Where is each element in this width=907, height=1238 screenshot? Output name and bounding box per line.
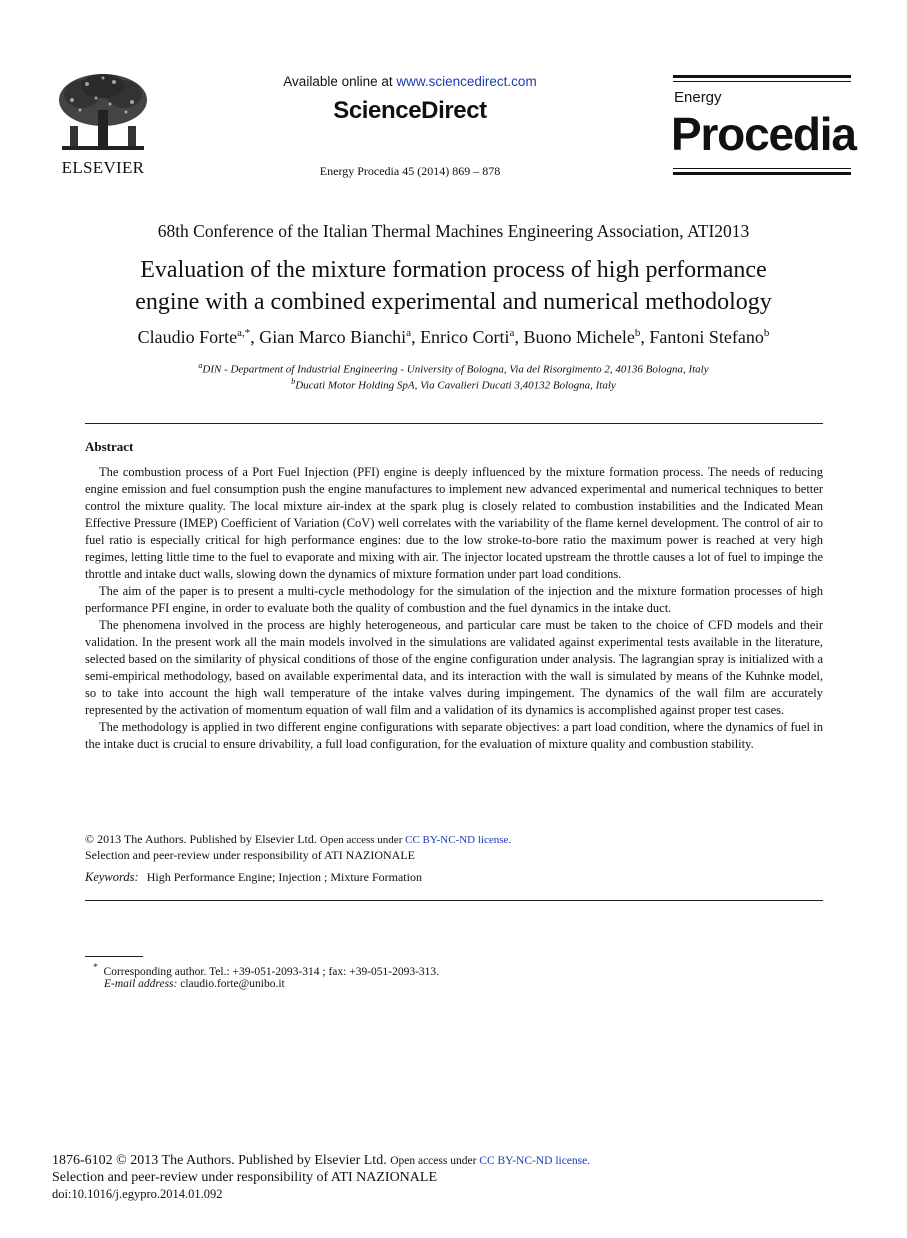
journal-logo-rule — [673, 75, 851, 78]
peer-review-statement: Selection and peer-review under responsibility of ATI NAZIONALE — [85, 848, 415, 862]
footnote-rule — [85, 956, 143, 957]
author: Fantoni Stefano$^b$ — [649, 327, 770, 347]
doi[interactable]: doi:10.1016/j.egypro.2014.01.092 — [52, 1187, 223, 1201]
author: Claudio Forte$^{a,*}$, — [137, 327, 260, 347]
open-access-text: Open access under — [319, 834, 406, 846]
abstract-paragraph: The aim of the paper is to present a multi-cycle methodology for the simulation of the injection and the mixture formation processes of high performance PFI engine, in order to evaluate both the quality of combustion and the fuel dynamics in the intake duct. — [85, 584, 823, 615]
email-address[interactable]: claudio.forte@unibo.it — [180, 978, 285, 990]
journal-logo-rule — [673, 81, 851, 82]
divider — [85, 900, 823, 901]
conference-name: 68th Conference of the Italian Thermal Machines Engineering Association, ATI2013 — [157, 221, 750, 241]
keywords-label: Keywords: — [85, 870, 139, 884]
abstract-paragraph: The methodology is applied in two different engine configurations with separate objectives: a part load condition, where the dynamics of fuel in the intake duct is crucial to ensure drivability, a full load configuration, for the evaluation of mixture quality and combustion stability. — [85, 720, 823, 751]
title-line: engine with a combined experimental and numerical methodology — [135, 289, 772, 315]
divider — [85, 423, 823, 424]
journal-reference: Energy Procedia 45 (2014) 869 – 878 — [319, 164, 501, 178]
affiliation: $^a$DIN - Department of Industrial Engineering - University of Bologna, Via del Risorgimento 2, 40136 Bologna, Italy — [198, 361, 709, 376]
footnote-marker: * — [93, 962, 98, 973]
affiliation: $^b$Ducati Motor Holding SpA, Via Cavalieri Ducati 3,40132 Bologna, Italy — [291, 377, 616, 392]
abstract-paragraph: The combustion process of a Port Fuel Injection (PFI) engine is deeply influenced by the mixture formation process. The needs of reducing engine emission and fuel consumption push the engine manufactures to implement new advanced experimental and numerical techniques to better control the mixture quality. The local mixture air-index at the spark plug is closely related to combustion instabilities and the Indicated Mean Effective Pressure (IMEP) Coefficient of Variation (CoV) well correlates with the variability of the flame kernel development. The control of air to fuel ratio is especially critical for high performance engines: due to the low stroke-to-bore ratio the maximum power is reached at very high regimes, letting little time to the fuel to evaporate and mixing with air. The injector located upstream the throttle causes a lot of fuel to impinge the throttle and intake duct walls, slowing down the dynamics of mixture formation under part load conditions. — [85, 465, 823, 581]
email-label: E-mail address: — [104, 978, 178, 990]
abstract-paragraph: The phenomena involved in the process are highly heterogeneous, and particular care must be taken to the choice of CFD models and their validation. In the present work all the main models involved in the simulations are validated against experimental tests available in the literature, selected based on the similarity of physical conditions of those of the engine configuration under analysis. The lagrangian spray is initialized with a semi-empirical methodology, based on available experimental data, and its interaction with the wall is simulated by means of the Kuhnke model, so to take into account the high wall temperature of the intake valves during impingement. The dynamics of the wall film are accurately represented by the activation of momentum equation of wall film and a validation of its dynamics is accomplished against proper test cases. — [85, 618, 823, 717]
keywords — [85, 870, 422, 885]
abstract-body — [85, 464, 823, 753]
email-note — [104, 978, 285, 990]
author-list — [40, 327, 867, 348]
paper-title — [60, 254, 847, 318]
journal-logo-energy: Energy — [674, 89, 722, 106]
author: Gian Marco Bianchi$^a$, — [259, 327, 421, 347]
available-online — [260, 74, 560, 89]
copyright-text: © 2013 The Authors. Published by Elsevier Ltd. — [85, 832, 317, 846]
license-link[interactable]: CC BY-NC-ND license. — [479, 1155, 591, 1167]
sciencedirect-logo: ScienceDirect — [333, 97, 487, 124]
sciencedirect-link[interactable]: www.sciencedirect.com — [396, 74, 537, 89]
elsevier-logo — [52, 70, 154, 180]
open-access-text: Open access under — [390, 1155, 480, 1167]
elsevier-tree-icon — [52, 70, 154, 156]
copyright-line — [85, 832, 511, 847]
keywords-list: High Performance Engine; Injection ; Mixture Formation — [146, 870, 422, 884]
title-line: Evaluation of the mixture formation process of high performance — [140, 257, 767, 283]
available-prefix: Available online at — [283, 74, 397, 89]
license-link[interactable]: CC BY-NC-ND license. — [405, 834, 512, 846]
author: Buono Michele$^b$, — [523, 327, 650, 347]
publisher-name: ELSEVIER — [61, 158, 145, 177]
journal-logo-rule — [673, 168, 851, 169]
author: Enrico Corti$^a$, — [420, 327, 524, 347]
corresponding-author-note: * Corresponding author. Tel.: +39-051-2093-314 ; fax: +39-051-2093-313. — [93, 962, 440, 978]
footer-peer-review: Selection and peer-review under responsibility of ATI NAZIONALE — [52, 1170, 437, 1185]
footer-copyright: 1876-6102 © 2013 The Authors. Published by Elsevier Ltd. Open access under CC BY-NC-ND license. — [52, 1153, 591, 1168]
abstract-heading: Abstract — [85, 439, 134, 454]
journal-logo-procedia: Procedia — [671, 108, 856, 160]
journal-logo-rule — [673, 172, 851, 175]
